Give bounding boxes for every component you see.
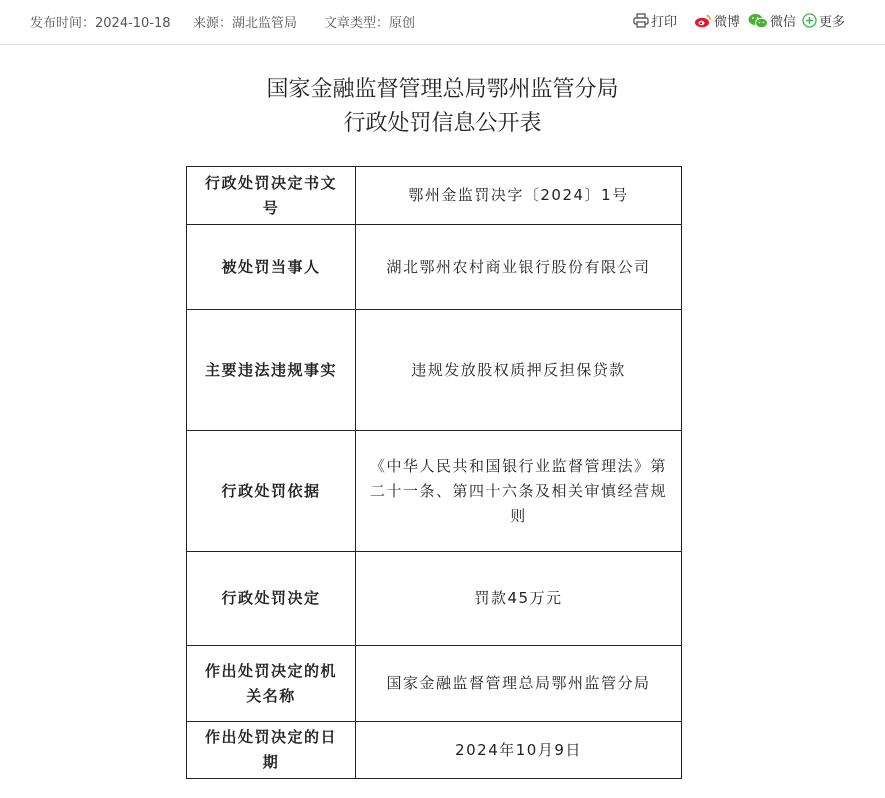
page-title-line2: 行政处罚信息公开表 xyxy=(343,111,542,136)
article-type-info xyxy=(324,12,415,31)
article-meta-bar xyxy=(0,0,885,45)
table-value: 2024年10月9日 xyxy=(356,722,682,779)
table-value: 湖北鄂州农村商业银行股份有限公司 xyxy=(356,225,682,310)
table-key: 行政处罚依据 xyxy=(187,431,356,552)
wechat-icon xyxy=(748,13,768,29)
publish-label: 发布时间： xyxy=(30,16,96,31)
table-value: 国家金融监督管理总局鄂州监管分局 xyxy=(356,646,682,722)
article-type: 原创 xyxy=(389,16,416,31)
table-value: 《中华人民共和国银行业监督管理法》第二十一条、第四十六条及相关审慎经营规则 xyxy=(356,431,682,552)
wechat-share-button[interactable] xyxy=(748,11,796,30)
weibo-label: 微博 xyxy=(714,15,741,30)
table-row-decision-date xyxy=(187,722,682,779)
table-key: 作出处罚决定的机关名称 xyxy=(187,646,356,722)
source-label: 来源： xyxy=(193,16,233,31)
table-row-authority xyxy=(187,646,682,722)
source-info xyxy=(193,12,297,31)
table-row-decision-number xyxy=(187,167,682,225)
print-label: 打印 xyxy=(651,15,678,30)
weibo-icon xyxy=(694,13,712,28)
table-value: 鄂州金监罚决字〔2024〕1号 xyxy=(356,167,682,225)
table-value: 违规发放股权质押反担保贷款 xyxy=(356,310,682,431)
penalty-info-table xyxy=(186,166,682,779)
table-row-violation-facts xyxy=(187,310,682,431)
plus-circle-icon xyxy=(802,13,817,28)
wechat-label: 微信 xyxy=(770,15,797,30)
more-share-button[interactable] xyxy=(802,11,845,30)
table-key: 行政处罚决定 xyxy=(187,552,356,646)
weibo-share-button[interactable] xyxy=(694,11,740,30)
table-value: 罚款45万元 xyxy=(356,552,682,646)
table-row-party xyxy=(187,225,682,310)
source-name: 湖北监管局 xyxy=(232,16,298,31)
table-key: 主要违法违规事实 xyxy=(187,310,356,431)
table-key: 行政处罚决定书文号 xyxy=(187,167,356,225)
table-key: 作出处罚决定的日期 xyxy=(187,722,356,779)
publish-info xyxy=(30,12,171,31)
page-title-line1: 国家金融监督管理总局鄂州监管分局 xyxy=(266,77,619,102)
print-button[interactable] xyxy=(633,11,677,30)
table-key: 被处罚当事人 xyxy=(187,225,356,310)
printer-icon xyxy=(633,13,649,28)
publish-date: 2024-10-18 xyxy=(95,16,171,31)
more-label: 更多 xyxy=(819,15,846,30)
table-row-decision xyxy=(187,552,682,646)
article-type-label: 文章类型： xyxy=(324,16,390,31)
table-row-legal-basis xyxy=(187,431,682,552)
